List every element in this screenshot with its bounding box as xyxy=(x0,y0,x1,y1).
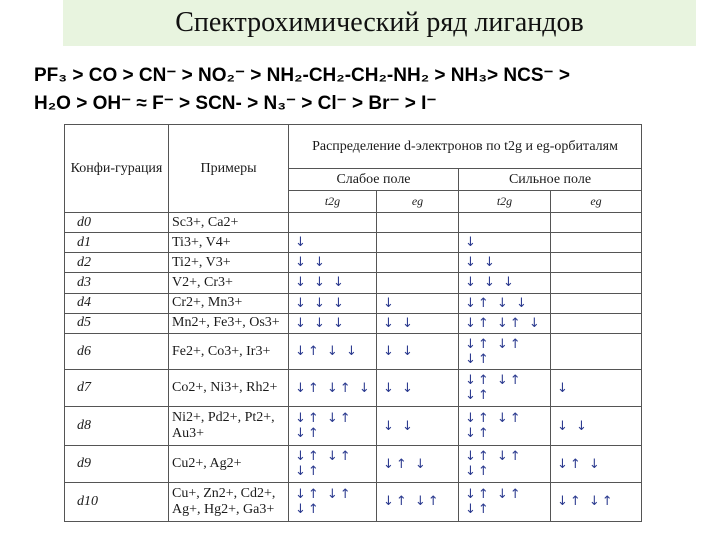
weak-t2g-cell: ↓↑ ↓↑ ↓ xyxy=(289,370,377,407)
examples-cell: Ti2+, V3+ xyxy=(169,253,289,273)
weak-t2g-cell: ↓ ↓ ↓ xyxy=(289,293,377,313)
table-row xyxy=(65,482,642,521)
weak-t2g-cell xyxy=(289,213,377,233)
table-row xyxy=(65,446,642,483)
examples-cell: Ti3+, V4+ xyxy=(169,233,289,253)
strong-eg-cell xyxy=(551,273,642,293)
weak-t2g-cell: ↓↑ ↓ ↓ xyxy=(289,333,377,370)
strong-eg-cell xyxy=(551,313,642,333)
strong-eg-cell xyxy=(551,253,642,273)
table-row xyxy=(65,370,642,407)
weak-eg-cell: ↓ ↓ xyxy=(377,313,459,333)
config-cell: d7 xyxy=(65,370,169,407)
weak-eg-cell: ↓↑ ↓ xyxy=(377,446,459,483)
header-examples: Примеры xyxy=(169,125,289,213)
weak-eg-cell: ↓↑ ↓↑ xyxy=(377,482,459,521)
strong-t2g-cell: ↓↑ ↓↑ ↓↑ xyxy=(459,370,551,407)
examples-cell: Cu2+, Ag2+ xyxy=(169,446,289,483)
weak-t2g-cell: ↓↑ ↓↑ ↓↑ xyxy=(289,446,377,483)
electron-distribution-table xyxy=(64,124,641,522)
strong-t2g-cell xyxy=(459,213,551,233)
config-cell: d6 xyxy=(65,333,169,370)
header-strong-t2g: t2g xyxy=(459,191,551,213)
strong-t2g-cell: ↓↑ ↓↑ ↓↑ xyxy=(459,407,551,446)
series-line-1: PF₃ > CO > CN⁻ > NO₂⁻ > NH₂-CH₂-CH₂-NH₂ > NH₃> NCS⁻ > xyxy=(34,65,570,86)
strong-t2g-cell: ↓↑ ↓↑ ↓↑ xyxy=(459,333,551,370)
examples-cell: Ni2+, Pd2+, Pt2+, Au3+ xyxy=(169,407,289,446)
weak-eg-cell xyxy=(377,233,459,253)
weak-eg-cell xyxy=(377,273,459,293)
examples-cell: V2+, Cr3+ xyxy=(169,273,289,293)
strong-t2g-cell: ↓↑ ↓↑ ↓ xyxy=(459,313,551,333)
weak-eg-cell: ↓ ↓ xyxy=(377,333,459,370)
config-cell: d10 xyxy=(65,482,169,521)
examples-cell: Co2+, Ni3+, Rh2+ xyxy=(169,370,289,407)
config-cell: d3 xyxy=(65,273,169,293)
header-distribution: Распределение d-электронов по t2g и eg-орбиталям xyxy=(289,125,642,169)
weak-t2g-cell: ↓ ↓ ↓ xyxy=(289,313,377,333)
weak-eg-cell: ↓ ↓ xyxy=(377,407,459,446)
config-cell: d2 xyxy=(65,253,169,273)
strong-eg-cell: ↓↑ ↓↑ xyxy=(551,482,642,521)
header-weak-t2g: t2g xyxy=(289,191,377,213)
weak-eg-cell: ↓ xyxy=(377,293,459,313)
weak-t2g-cell: ↓ ↓ ↓ xyxy=(289,273,377,293)
table-row xyxy=(65,333,642,370)
table-row xyxy=(65,313,642,333)
header-strong-eg: eg xyxy=(551,191,642,213)
strong-eg-cell xyxy=(551,213,642,233)
strong-eg-cell xyxy=(551,293,642,313)
header-config: Конфи-гурация xyxy=(65,125,169,213)
config-cell: d0 xyxy=(65,213,169,233)
weak-t2g-cell: ↓↑ ↓↑ ↓↑ xyxy=(289,407,377,446)
strong-t2g-cell: ↓↑ ↓↑ ↓↑ xyxy=(459,482,551,521)
series-line-2: H₂O > OH⁻ ≈ F⁻ > SCN- > N₃⁻ > Cl⁻ > Br⁻ > I⁻ xyxy=(34,93,437,114)
strong-t2g-cell: ↓↑ ↓↑ ↓↑ xyxy=(459,446,551,483)
strong-eg-cell: ↓ xyxy=(551,370,642,407)
table-row xyxy=(65,273,642,293)
strong-t2g-cell: ↓ ↓ xyxy=(459,253,551,273)
weak-t2g-cell: ↓↑ ↓↑ ↓↑ xyxy=(289,482,377,521)
table-row xyxy=(65,407,642,446)
examples-cell: Sc3+, Ca2+ xyxy=(169,213,289,233)
weak-eg-cell: ↓ ↓ xyxy=(377,370,459,407)
header-weak-eg: eg xyxy=(377,191,459,213)
header-strong-field: Сильное поле xyxy=(459,169,642,191)
examples-cell: Mn2+, Fe3+, Os3+ xyxy=(169,313,289,333)
config-cell: d9 xyxy=(65,446,169,483)
weak-t2g-cell: ↓ ↓ xyxy=(289,253,377,273)
slide-title: Спектрохимический ряд лигандов xyxy=(175,7,584,38)
weak-t2g-cell: ↓ xyxy=(289,233,377,253)
strong-eg-cell xyxy=(551,333,642,370)
header-weak-field: Слабое поле xyxy=(289,169,459,191)
config-cell: d1 xyxy=(65,233,169,253)
strong-eg-cell xyxy=(551,233,642,253)
examples-cell: Fe2+, Co3+, Ir3+ xyxy=(169,333,289,370)
examples-cell: Cr2+, Mn3+ xyxy=(169,293,289,313)
config-cell: d8 xyxy=(65,407,169,446)
spectrochemical-series xyxy=(34,62,706,118)
config-cell: d4 xyxy=(65,293,169,313)
examples-cell: Cu+, Zn2+, Cd2+, Ag+, Hg2+, Ga3+ xyxy=(169,482,289,521)
strong-t2g-cell: ↓↑ ↓ ↓ xyxy=(459,293,551,313)
table-row xyxy=(65,293,642,313)
config-cell: d5 xyxy=(65,313,169,333)
table-row xyxy=(65,213,642,233)
strong-eg-cell: ↓↑ ↓ xyxy=(551,446,642,483)
strong-t2g-cell: ↓ xyxy=(459,233,551,253)
title-band xyxy=(63,0,696,46)
strong-eg-cell: ↓ ↓ xyxy=(551,407,642,446)
table-row xyxy=(65,253,642,273)
strong-t2g-cell: ↓ ↓ ↓ xyxy=(459,273,551,293)
weak-eg-cell xyxy=(377,213,459,233)
weak-eg-cell xyxy=(377,253,459,273)
table-row xyxy=(65,233,642,253)
